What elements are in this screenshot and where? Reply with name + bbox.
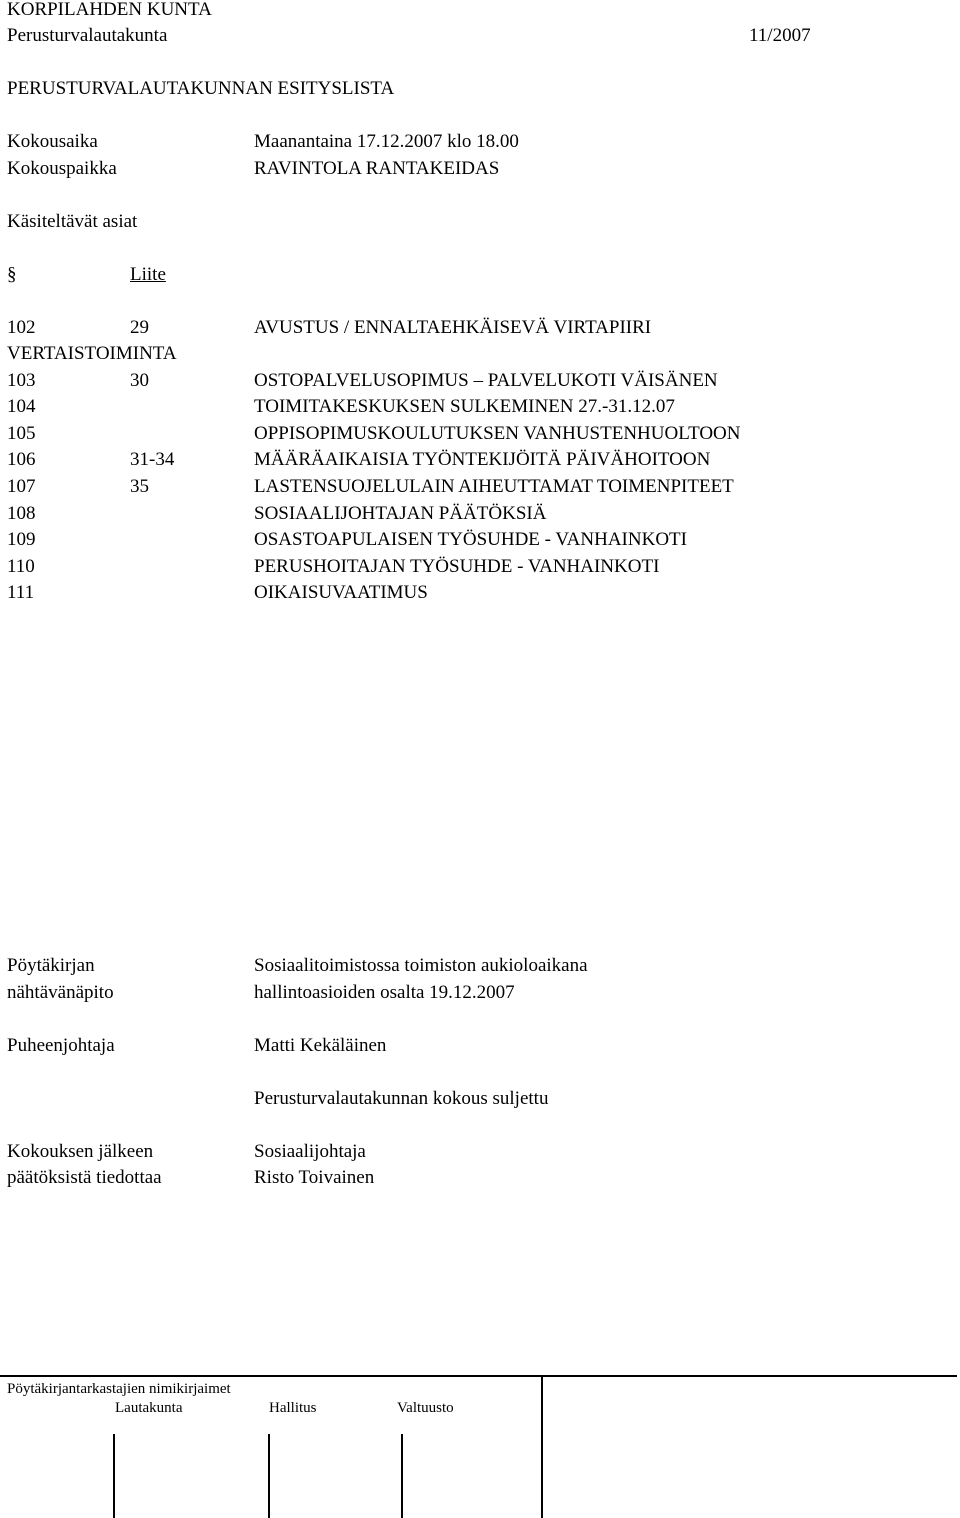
notifier-name: Risto Toivainen xyxy=(254,1167,375,1188)
item-number: 108 xyxy=(7,503,36,524)
section-symbol-header: § xyxy=(7,264,17,285)
item-number: 104 xyxy=(7,396,36,417)
signature-box-divider xyxy=(541,1376,543,1518)
item-attachment: 35 xyxy=(130,476,149,497)
item-attachment: 31-34 xyxy=(130,449,175,470)
item-title: OSTOPALVELUSOPIMUS – PALVELUKOTI VÄISÄNEN xyxy=(254,370,718,391)
meeting-time-label: Kokousaika xyxy=(7,131,98,152)
item-title: SOSIAALIJOHTAJAN PÄÄTÖKSIÄ xyxy=(254,503,547,524)
signature-col-board: Lautakunta xyxy=(115,1400,183,1416)
item-number: 106 xyxy=(7,449,36,470)
document-title: PERUSTURVALAUTAKUNNAN ESITYSLISTA xyxy=(7,78,395,99)
item-title: OIKAISUVAATIMUS xyxy=(254,582,428,603)
closing-note: Perusturvalautakunnan kokous suljettu xyxy=(254,1088,549,1109)
item-attachment: 30 xyxy=(130,370,149,391)
item-number: 105 xyxy=(7,423,36,444)
signature-box-title: Pöytäkirjantarkastajien nimikirjaimet xyxy=(7,1381,231,1397)
meeting-place-label: Kokouspaikka xyxy=(7,158,117,179)
municipality-name: KORPILAHDEN KUNTA xyxy=(7,0,212,20)
minutes-display-label-cont: nähtävänäpito xyxy=(7,982,114,1003)
minutes-display-label: Pöytäkirjan xyxy=(7,955,95,976)
attachment-column-header: Liite xyxy=(130,264,166,285)
item-number: 110 xyxy=(7,556,35,577)
agenda-heading: Käsiteltävät asiat xyxy=(7,211,138,232)
issue-number: 11/2007 xyxy=(749,25,811,46)
item-title: OSASTOAPULAISEN TYÖSUHDE - VANHAINKOTI xyxy=(254,529,687,550)
item-title: PERUSHOITAJAN TYÖSUHDE - VANHAINKOTI xyxy=(254,556,660,577)
notifier-label: Kokouksen jälkeen xyxy=(7,1141,154,1162)
item-title: MÄÄRÄAIKAISIA TYÖNTEKIJÖITÄ PÄIVÄHOITOON xyxy=(254,449,711,470)
signature-col-council: Valtuusto xyxy=(397,1400,454,1416)
minutes-display-value: Sosiaalitoimistossa toimiston aukioloaikana xyxy=(254,955,588,976)
board-name: Perusturvalautakunta xyxy=(7,25,168,46)
minutes-display-value-cont: hallintoasioiden osalta 19.12.2007 xyxy=(254,982,515,1003)
signature-col-government: Hallitus xyxy=(269,1400,317,1416)
item-title-continuation: VERTAISTOIMINTA xyxy=(7,343,177,364)
meeting-time-value: Maanantaina 17.12.2007 klo 18.00 xyxy=(254,131,519,152)
item-number: 109 xyxy=(7,529,36,550)
notifier-title: Sosiaalijohtaja xyxy=(254,1141,366,1162)
item-number: 111 xyxy=(7,582,35,603)
item-attachment: 29 xyxy=(130,317,149,338)
signature-line-board xyxy=(113,1434,115,1518)
notifier-label-cont: päätöksistä tiedottaa xyxy=(7,1167,162,1188)
item-title: TOIMITAKESKUKSEN SULKEMINEN 27.-31.12.07 xyxy=(254,396,675,417)
item-number: 102 xyxy=(7,317,36,338)
item-title: LASTENSUOJELULAIN AIHEUTTAMAT TOIMENPITEET xyxy=(254,476,734,497)
item-title: AVUSTUS / ENNALTAEHKÄISEVÄ VIRTAPIIRI xyxy=(254,317,652,338)
item-number: 107 xyxy=(7,476,36,497)
signature-box-top-border xyxy=(0,1375,957,1377)
item-number: 103 xyxy=(7,370,36,391)
signature-line-council xyxy=(401,1434,403,1518)
item-title: OPPISOPIMUSKOULUTUKSEN VANHUSTENHUOLTOON xyxy=(254,423,741,444)
signature-line-government xyxy=(268,1434,270,1518)
chair-name: Matti Kekäläinen xyxy=(254,1035,387,1056)
meeting-place-value: RAVINTOLA RANTAKEIDAS xyxy=(254,158,500,179)
chair-label: Puheenjohtaja xyxy=(7,1035,115,1056)
